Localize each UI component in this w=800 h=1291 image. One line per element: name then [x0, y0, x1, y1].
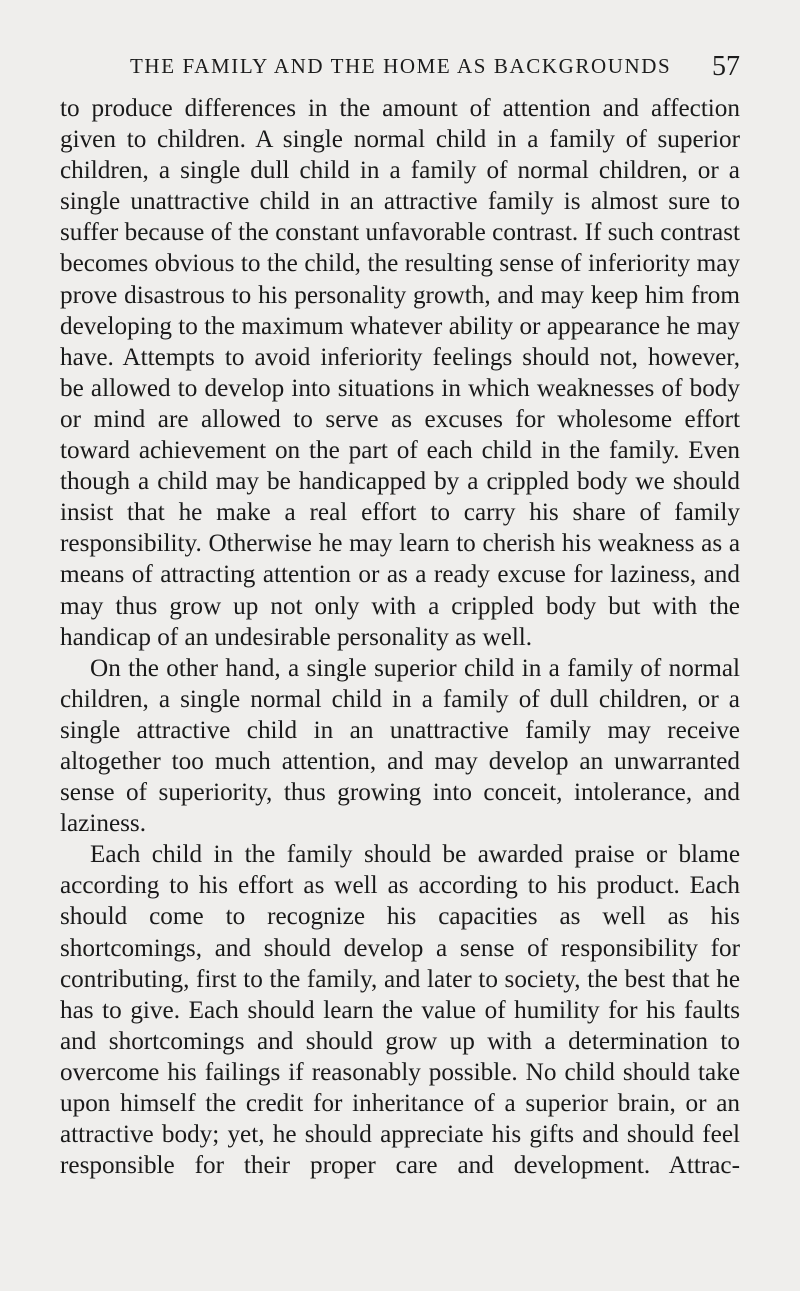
running-head: THE FAMILY AND THE HOME AS BACKGROUNDS: [130, 54, 672, 78]
paragraph-praise-or-blame: Each child in the family should be awarded praise or blame according to his effort as well as according to his product. Each should come to recognize his capacities as well as his shortcomings, and should develop a sense of responsibility for contributing, first to the family, and later to society, the best that he has to give. Each should learn the value of humility for his faults and shortcomings and should grow up with a determination to overcome his failings if reasonably possible. No child should take upon himself the credit for inheritance of a superior brain, or an attractive body; yet, he should appreciate his gifts and should feel responsible for their proper care and development. Attrac-: [60, 841, 740, 1180]
paragraph-superior-child: On the other hand, a single superior child in a family of normal children, a single normal child in a family of dull children, or a single attractive child in an unattractive family may receive altogether too much attention, and may develop an unwarranted sense of superiority, thus growing into conceit, intolerance, and laziness.: [60, 654, 740, 838]
body-text: [60, 93, 740, 1181]
page-number: 57: [712, 51, 740, 82]
page-header: [60, 51, 740, 88]
paragraph-continued: to produce differences in the amount of attention and affection given to children. A single normal child in a family of superior children, a single dull child in a family of normal children, or a single unattractive child in an attractive family is almost sure to suffer because of the constant unfavorable contrast. If such contrast becomes obvious to the child, the resulting sense of inferiority may prove disastrous to his personality growth, and may keep him from developing to the maximum whatever ability or appearance he may have. Attempts to avoid inferiority feelings should not, however, be allowed to develop into situations in which weaknesses of body or mind are allowed to serve as excuses for wholesome effort toward achievement on the part of each child in the family. Even though a child may be handicapped by a crippled body we should insist that he make a real effort to carry his share of family responsibility. Otherwise he may learn to cherish his weakness as a means of attracting attention or as a ready excuse for laziness, and may thus grow up not only with a crippled body but with the handicap of an undesirable personality as well.: [60, 95, 740, 651]
